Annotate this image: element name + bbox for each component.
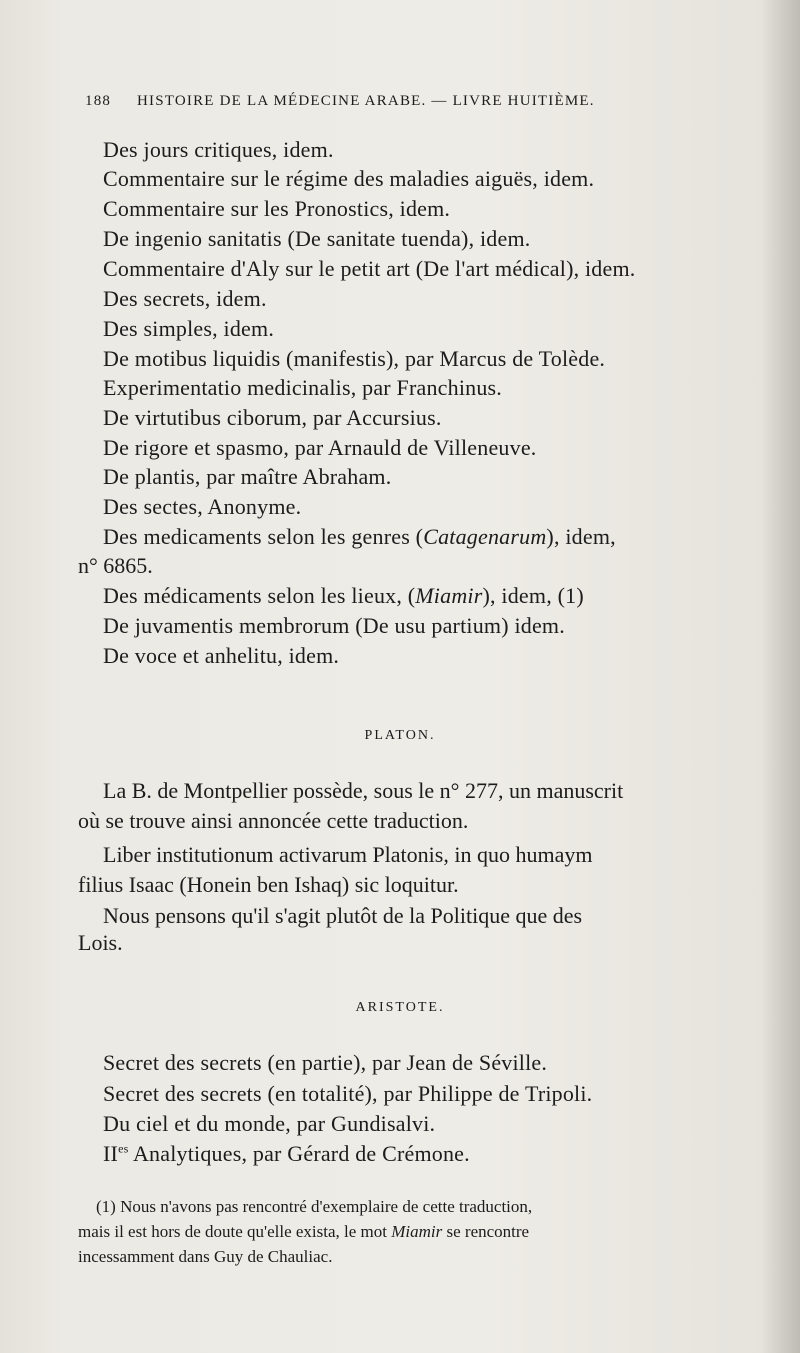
list-item-miamir: [103, 583, 584, 609]
paragraph-line: filius Isaac (Honein ben Ishaq) sic loquitur.: [78, 872, 459, 897]
list-item: Du ciel et du monde, par Gundisalvi.: [103, 1111, 436, 1136]
list-item: Commentaire d'Aly sur le petit art (De l'art médical), idem.: [103, 256, 636, 281]
text-segment: ), idem,: [546, 524, 616, 549]
list-item: De ingenio sanitatis (De sanitate tuenda), idem.: [103, 226, 531, 251]
list-item: De virtutibus ciborum, par Accursius.: [103, 405, 442, 430]
list-item: Commentaire sur les Pronostics, idem.: [103, 196, 451, 221]
section-title-platon: PLATON.: [364, 728, 436, 743]
running-header: [85, 93, 700, 110]
list-item: De juvamentis membrorum (De usu partium) idem.: [103, 613, 565, 638]
italic-title: Miamir: [415, 583, 483, 608]
italic-word: Miamir: [391, 1222, 443, 1241]
footnote-line: [78, 1222, 723, 1242]
page-edge-shadow: [760, 0, 800, 1353]
list-item: De plantis, par maître Abraham.: [103, 464, 392, 489]
roman-numeral: II: [103, 1141, 119, 1166]
list-item: De voce et anhelitu, idem.: [103, 643, 340, 668]
list-item: De rigore et spasmo, par Arnauld de Villeneuve.: [103, 435, 537, 460]
text-segment: mais il est hors de doute qu'elle exista, le mot: [78, 1222, 392, 1241]
paragraph-line: où se trouve ainsi annoncée cette traduction.: [78, 808, 469, 833]
text-segment: Des médicaments selon les lieux, (: [103, 583, 416, 608]
paragraph-line: Nous pensons qu'il s'agit plutôt de la Politique que des: [103, 903, 583, 928]
list-item: Secret des secrets (en totalité), par Philippe de Tripoli.: [103, 1081, 593, 1106]
footnote-line: (1) Nous n'avons pas rencontré d'exemplaire de cette traduction,: [96, 1197, 533, 1216]
list-item: Commentaire sur le régime des maladies aiguës, idem.: [103, 166, 595, 191]
running-title: HISTOIRE DE LA MÉDECINE ARABE. — LIVRE HUITIÈME.: [137, 93, 595, 109]
paragraph-line: La B. de Montpellier possède, sous le n° 277, un manuscrit: [103, 778, 624, 803]
footnote-line: incessamment dans Guy de Chauliac.: [78, 1247, 333, 1266]
text-segment: ), idem, (1): [482, 583, 584, 608]
list-item: Des sectes, Anonyme.: [103, 494, 302, 519]
text-segment: se rencontre: [442, 1222, 530, 1241]
list-item: Experimentatio medicinalis, par Franchinus.: [103, 375, 502, 400]
list-item: Des jours critiques, idem.: [103, 137, 334, 162]
list-item-continuation: n° 6865.: [78, 553, 153, 578]
list-item: De motibus liquidis (manifestis), par Marcus de Tolède.: [103, 346, 606, 371]
paragraph-line: Liber institutionum activarum Platonis, in quo humaym: [103, 842, 593, 867]
list-item: Des secrets, idem.: [103, 286, 267, 311]
list-item-catagenarum: [103, 524, 616, 550]
page-number: 188: [85, 93, 112, 109]
text-segment: Analytiques, par Gérard de Crémone.: [128, 1141, 470, 1166]
italic-title: Catagenarum: [423, 524, 547, 549]
list-item: Des simples, idem.: [103, 316, 275, 341]
text-segment: Des medicaments selon les genres (: [103, 524, 424, 549]
superscript: es: [118, 1141, 129, 1156]
section-title-aristote: ARISTOTE.: [355, 1000, 445, 1015]
list-item: Secret des secrets (en partie), par Jean de Séville.: [103, 1050, 548, 1075]
list-item: [103, 1141, 470, 1167]
paragraph-line: Lois.: [78, 930, 123, 955]
